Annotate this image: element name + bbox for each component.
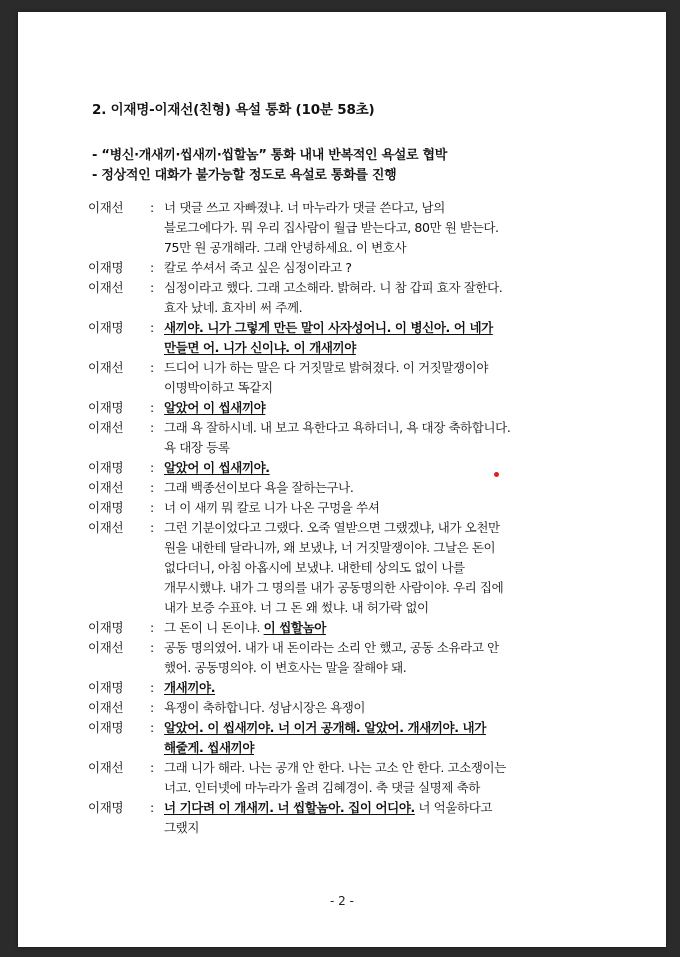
- speaker-name: 이재선: [88, 640, 124, 655]
- speaker-name: 이재선: [88, 360, 124, 375]
- utterance-line: [164, 658, 608, 678]
- utterance-line: [164, 578, 608, 598]
- utterance-text: 블로그에다가. 뭐 우리 집사람이 월급 받는다고, 80만 원 받는다.: [164, 220, 499, 235]
- utterance: [164, 518, 608, 618]
- utterance-text: 내가 보증 수표야. 너 그 돈 왜 썼냐. 내 허가락 없이: [164, 600, 429, 615]
- utterance-text: 너 댓글 쓰고 자빠졌냐. 너 마누라가 댓글 쓴다고, 남의: [164, 200, 445, 215]
- speaker-name: 이재선: [88, 420, 124, 435]
- utterance-line: [164, 698, 608, 718]
- speaker-colon: :: [150, 260, 155, 275]
- transcript-row: [88, 718, 608, 758]
- summary-bullet: - “병신·개새끼·씹새끼·씹할놈” 통화 내내 반복적인 욕설로 협박: [92, 148, 448, 163]
- speaker-colon: :: [150, 280, 155, 295]
- speaker-name: 이재선: [88, 700, 124, 715]
- utterance-text: 너 억울하다고: [414, 800, 493, 815]
- transcript-row: [88, 258, 608, 278]
- utterance-line: [164, 678, 608, 698]
- utterance-text: 그랬지: [164, 820, 200, 835]
- utterance-line: [164, 318, 608, 338]
- utterance-text: 드디어 니가 하는 말은 다 거짓말로 밝혀졌다. 이 거짓말쟁이야: [164, 360, 489, 375]
- utterance: [164, 638, 608, 678]
- speaker-name: 이재명: [88, 800, 124, 815]
- section-heading: 2. 이재명-이재선(친형) 욕설 통화 (10분 58초): [92, 102, 375, 118]
- speaker-name: 이재명: [88, 720, 124, 735]
- utterance: [164, 198, 608, 258]
- utterance-line: [164, 618, 608, 638]
- utterance-line: [164, 638, 608, 658]
- utterance-line: [164, 718, 608, 738]
- utterance-line: [164, 738, 608, 758]
- utterance: [164, 718, 608, 758]
- utterance-line: [164, 198, 608, 218]
- utterance: [164, 358, 608, 398]
- utterance: [164, 758, 608, 798]
- utterance-line: [164, 278, 608, 298]
- utterance: [164, 478, 608, 498]
- transcript-row: [88, 318, 608, 358]
- utterance-line: [164, 518, 608, 538]
- utterance-text: 그 돈이 니 돈이냐.: [164, 620, 264, 635]
- speaker-colon: :: [150, 640, 155, 655]
- utterance-text: 했어. 공동명의야. 이 변호사는 말을 잘해야 돼.: [164, 660, 407, 675]
- utterance-text: 이명박이하고 똑같지: [164, 380, 273, 395]
- profanity-highlight: 알았어. 이 씹새끼야. 너 이거 공개해. 알았어. 개새끼야. 내가: [164, 720, 486, 735]
- utterance-text: 그래 욕 잘하시네. 내 보고 욕한다고 욕하더니, 욕 대장 축하합니다.: [164, 420, 511, 435]
- page-number: - 2 -: [330, 894, 354, 908]
- utterance-text: 75만 원 공개해라. 그래 안녕하세요. 이 변호사: [164, 240, 407, 255]
- utterance: [164, 398, 608, 418]
- utterance-text: 욕 대장 등록: [164, 440, 230, 455]
- utterance-line: [164, 498, 608, 518]
- utterance-text: 그래 니가 해라. 나는 공개 안 한다. 나는 고소 안 한다. 고소쟁이는: [164, 760, 506, 775]
- transcript-row: [88, 458, 608, 478]
- speaker-colon: :: [150, 720, 155, 735]
- transcript-row: [88, 618, 608, 638]
- speaker-name: 이재명: [88, 500, 124, 515]
- utterance: [164, 618, 608, 638]
- utterance-line: [164, 398, 608, 418]
- utterance: [164, 258, 608, 278]
- utterance-line: [164, 378, 608, 398]
- profanity-highlight: 이 씹할놈아: [263, 620, 326, 635]
- transcript-row: [88, 758, 608, 798]
- utterance: [164, 418, 608, 458]
- transcript-row: [88, 498, 608, 518]
- utterance-text: 너 이 새끼 뭐 칼로 니가 나온 구멍을 쑤셔: [164, 500, 380, 515]
- utterance-text: 심정이라고 했다. 그래 고소해라. 밝혀라. 니 참 갑피 효자 잘한다.: [164, 280, 503, 295]
- utterance-text: 개무시했냐. 내가 그 명의를 내가 공동명의한 사람이야. 우리 집에: [164, 580, 504, 595]
- utterance: [164, 498, 608, 518]
- transcript-row: [88, 398, 608, 418]
- utterance: [164, 278, 608, 318]
- utterance: [164, 458, 608, 478]
- transcript-row: [88, 678, 608, 698]
- speaker-colon: :: [150, 520, 155, 535]
- utterance-text: 없다더니, 아침 아홉시에 보냈냐. 내한테 상의도 없이 나를: [164, 560, 465, 575]
- speaker-colon: :: [150, 460, 155, 475]
- transcript-row: [88, 198, 608, 258]
- profanity-highlight: 개새끼야.: [164, 680, 216, 695]
- utterance-line: [164, 818, 608, 838]
- speaker-colon: :: [150, 400, 155, 415]
- speaker-colon: :: [150, 680, 155, 695]
- speaker-name: 이재명: [88, 680, 124, 695]
- utterance-line: [164, 418, 608, 438]
- utterance-line: [164, 538, 608, 558]
- speaker-colon: :: [150, 620, 155, 635]
- utterance-text: 그래 백종선이보다 욕을 잘하는구나.: [164, 480, 354, 495]
- utterance-line: [164, 558, 608, 578]
- utterance-line: [164, 258, 608, 278]
- transcript-row: [88, 798, 608, 838]
- utterance: [164, 798, 608, 838]
- speaker-colon: :: [150, 360, 155, 375]
- utterance-line: [164, 438, 608, 458]
- speaker-name: 이재명: [88, 620, 124, 635]
- utterance-text: 칼로 쑤셔서 죽고 싶은 심정이라고 ?: [164, 260, 352, 275]
- transcript-row: [88, 518, 608, 618]
- summary-bullet: - 정상적인 대화가 불가능할 정도로 욕설로 통화를 진행: [92, 168, 397, 183]
- transcript-row: [88, 278, 608, 318]
- utterance-text: 너고. 인터넷에 마누라가 올려 김혜경이. 축 댓글 실명제 축하: [164, 780, 480, 795]
- utterance-line: [164, 298, 608, 318]
- profanity-highlight: 알았어 이 씹새끼야.: [164, 460, 270, 475]
- transcript-row: [88, 358, 608, 398]
- speaker-colon: :: [150, 700, 155, 715]
- speaker-colon: :: [150, 480, 155, 495]
- profanity-highlight: 너 기다려 이 개새끼. 너 씹할놈아. 집이 어디야.: [164, 800, 415, 815]
- utterance-line: [164, 338, 608, 358]
- document-page: [18, 12, 666, 947]
- utterance-line: [164, 798, 608, 818]
- speaker-colon: :: [150, 800, 155, 815]
- transcript-row: [88, 638, 608, 678]
- utterance-line: [164, 758, 608, 778]
- speaker-name: 이재선: [88, 480, 124, 495]
- transcript-row: [88, 418, 608, 458]
- speaker-name: 이재명: [88, 400, 124, 415]
- speaker-name: 이재명: [88, 460, 124, 475]
- speaker-name: 이재선: [88, 760, 124, 775]
- speaker-colon: :: [150, 320, 155, 335]
- utterance-text: 공동 명의였어. 내가 내 돈이라는 소리 안 했고, 공동 소유라고 안: [164, 640, 499, 655]
- speaker-colon: :: [150, 420, 155, 435]
- profanity-highlight: 만들면 어. 니가 신이냐. 이 개새끼야: [164, 340, 356, 355]
- speaker-name: 이재선: [88, 520, 124, 535]
- utterance-line: [164, 778, 608, 798]
- transcript-row: [88, 478, 608, 498]
- utterance-text: 그런 기분이었다고 그랬다. 오죽 열받으면 그랬겠냐, 내가 오천만: [164, 520, 500, 535]
- speaker-name: 이재선: [88, 280, 124, 295]
- utterance-line: [164, 238, 608, 258]
- speaker-name: 이재명: [88, 320, 124, 335]
- profanity-highlight: 알았어 이 씹새끼야: [164, 400, 266, 415]
- utterance: [164, 318, 608, 358]
- utterance-line: [164, 458, 608, 478]
- red-dot-mark: [494, 472, 499, 477]
- utterance-text: 효자 났네. 효자비 써 주께.: [164, 300, 303, 315]
- profanity-highlight: 해줄게. 씹새끼야: [164, 740, 255, 755]
- utterance: [164, 698, 608, 718]
- transcript-row: [88, 698, 608, 718]
- profanity-highlight: 새끼야. 니가 그렇게 만든 말이 사자성어니. 이 병신아. 어 네가: [164, 320, 493, 335]
- call-transcript: [88, 198, 608, 838]
- utterance: [164, 678, 608, 698]
- speaker-name: 이재명: [88, 260, 124, 275]
- utterance-line: [164, 598, 608, 618]
- speaker-colon: :: [150, 760, 155, 775]
- speaker-colon: :: [150, 200, 155, 215]
- utterance-line: [164, 218, 608, 238]
- speaker-name: 이재선: [88, 200, 124, 215]
- utterance-text: 욕쟁이 축하합니다. 성남시장은 욕쟁이: [164, 700, 366, 715]
- utterance-text: 원을 내한테 달라니까, 왜 보냈냐, 너 거짓말쟁이야. 그날은 돈이: [164, 540, 496, 555]
- summary-bullets: [92, 146, 447, 186]
- speaker-colon: :: [150, 500, 155, 515]
- utterance-line: [164, 478, 608, 498]
- utterance-line: [164, 358, 608, 378]
